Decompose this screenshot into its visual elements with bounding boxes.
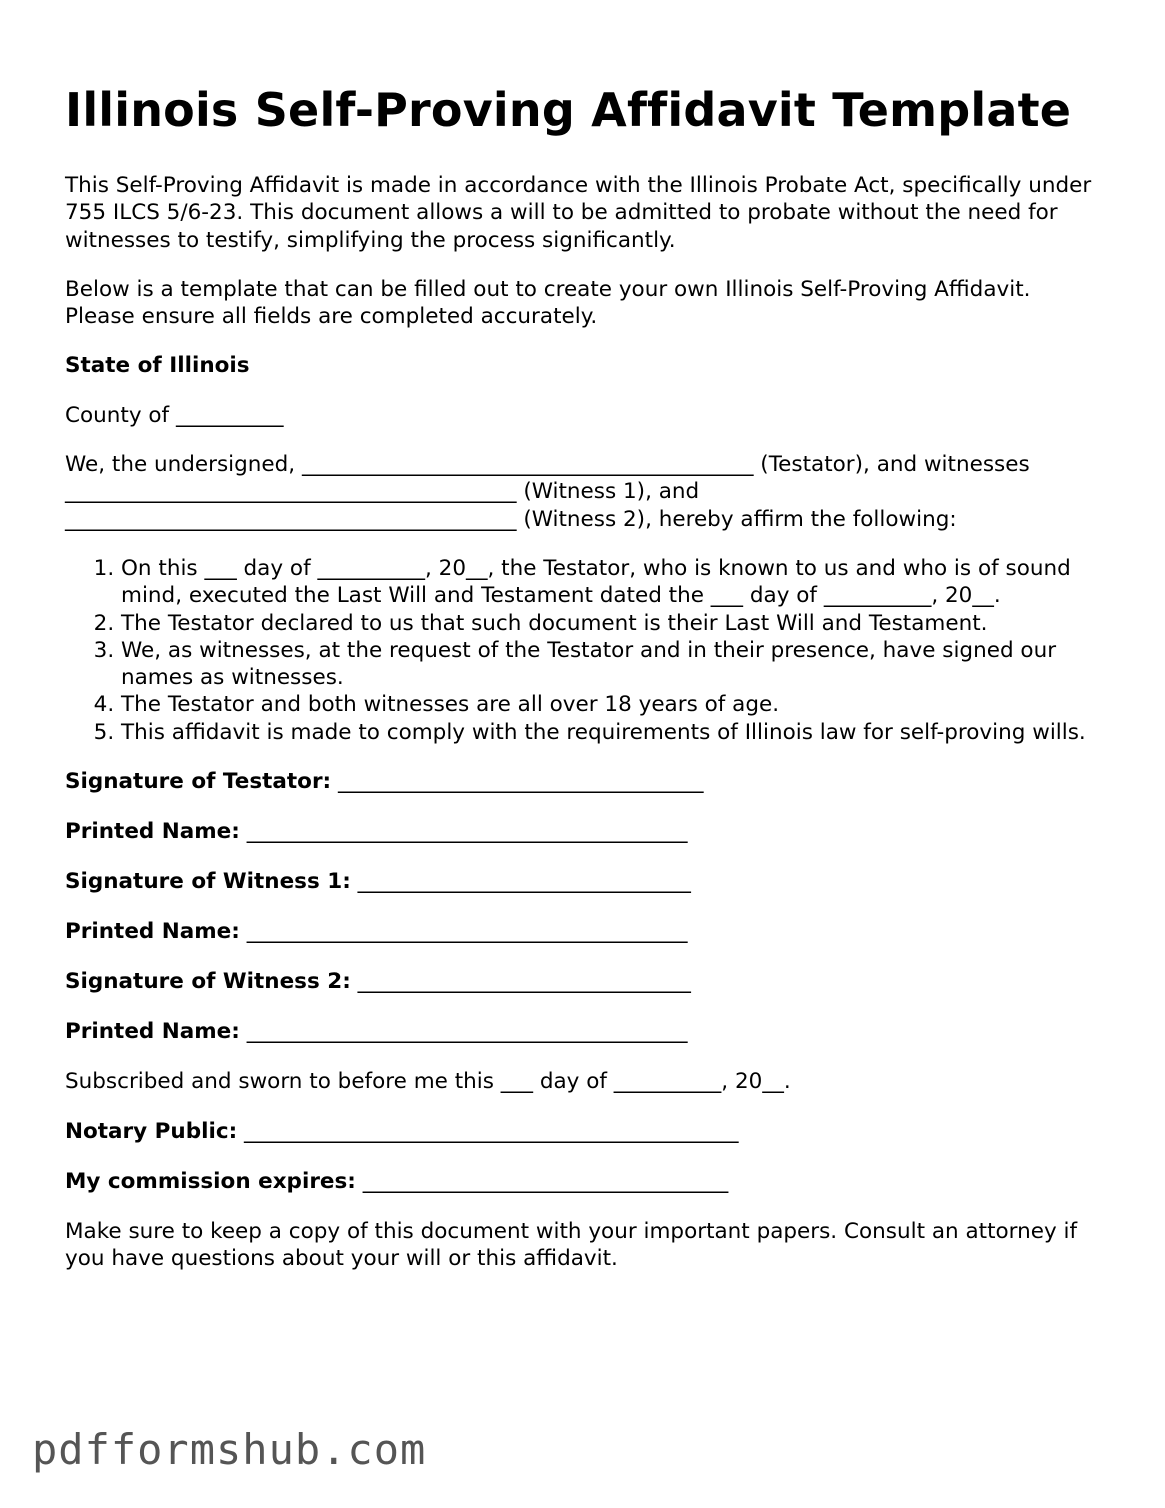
printed-name-label: Printed Name: [65, 819, 240, 845]
witness1-printed-name-field[interactable]: _________________________________________ [246, 919, 688, 944]
undersigned-line-1: We, the undersigned, __________________________________________ (Testator), and witnesses [65, 452, 1030, 478]
witness2-signature-line [65, 968, 1105, 995]
document-page [65, 78, 1105, 1295]
list-item: 3. We, as witnesses, at the request of the Testator and in their presence, have signed our names as witnesses. [121, 637, 1105, 692]
undersigned-paragraph [65, 451, 1105, 533]
witness1-signature-line [65, 868, 1105, 895]
commission-field[interactable]: __________________________________ [362, 1168, 729, 1194]
notary-line [65, 1118, 1105, 1145]
county-line: County of __________ [65, 402, 284, 428]
watermark: pdfformshub.com [32, 1425, 427, 1474]
undersigned-line-3: __________________________________________ (Witness 2), hereby affirm the following: [65, 506, 957, 532]
testator-signature-label: Signature of Testator: [65, 769, 332, 795]
testator-signature-line [65, 768, 1105, 795]
commission-label: My commission expires: [65, 1168, 356, 1194]
commission-line [65, 1168, 1105, 1195]
list-item: 5. This affidavit is made to comply with the requirements of Illinois law for self-proving wills. [121, 719, 1105, 746]
list-item: 4. The Testator and both witnesses are all over 18 years of age. [121, 691, 1105, 718]
notary-field[interactable]: ______________________________________________ [244, 1118, 739, 1144]
state-heading: State of Illinois [65, 353, 250, 379]
witness2-signature-label: Signature of Witness 2: [65, 968, 351, 994]
instructions-paragraph: Below is a template that can be filled out to create your own Illinois Self-Proving Affidavit. Please ensure all fields are completed accurately. [65, 276, 1031, 330]
list-item: 2. The Testator declared to us that such document is their Last Will and Testament. [121, 610, 1105, 637]
witness2-signature-field[interactable]: _______________________________ [357, 968, 691, 994]
witness2-printed-name-line [65, 1018, 1105, 1045]
witness2-printed-name-field[interactable]: _________________________________________ [246, 1018, 688, 1044]
affirmation-list [65, 555, 1105, 746]
testator-printed-name-line [65, 818, 1105, 845]
undersigned-line-2: __________________________________________ (Witness 1), and [65, 479, 700, 505]
sworn-line: Subscribed and sworn to before me this ___ day of __________, 20__. [65, 1068, 791, 1094]
document-title: Illinois Self-Proving Affidavit Template [65, 83, 1072, 137]
testator-signature-field[interactable]: __________________________________ [338, 769, 704, 795]
testator-printed-name-field[interactable]: _________________________________________ [246, 819, 688, 845]
witness1-signature-field[interactable]: _______________________________ [357, 869, 691, 895]
intro-paragraph: This Self-Proving Affidavit is made in accordance with the Illinois Probate Act, specifically under 755 ILCS 5/6-23. This document allows a will to be admitted to probate without the need for witnesses to testify, simplifying the process significantly. [65, 173, 1092, 253]
witness1-printed-name-line [65, 918, 1105, 945]
notary-label: Notary Public: [65, 1118, 238, 1144]
list-item: 1. On this ___ day of __________, 20__, the Testator, who is known to us and who is of sound mind, executed the Last Will and Testament dated the ___ day of __________, 20__. [121, 555, 1105, 610]
closing-paragraph: Make sure to keep a copy of this document with your important papers. Consult an attorney if you have questions about your will or this affidavit. [65, 1218, 1078, 1272]
witness1-signature-label: Signature of Witness 1: [65, 869, 351, 895]
printed-name-label: Printed Name: [65, 919, 240, 944]
printed-name-label: Printed Name: [65, 1018, 240, 1044]
